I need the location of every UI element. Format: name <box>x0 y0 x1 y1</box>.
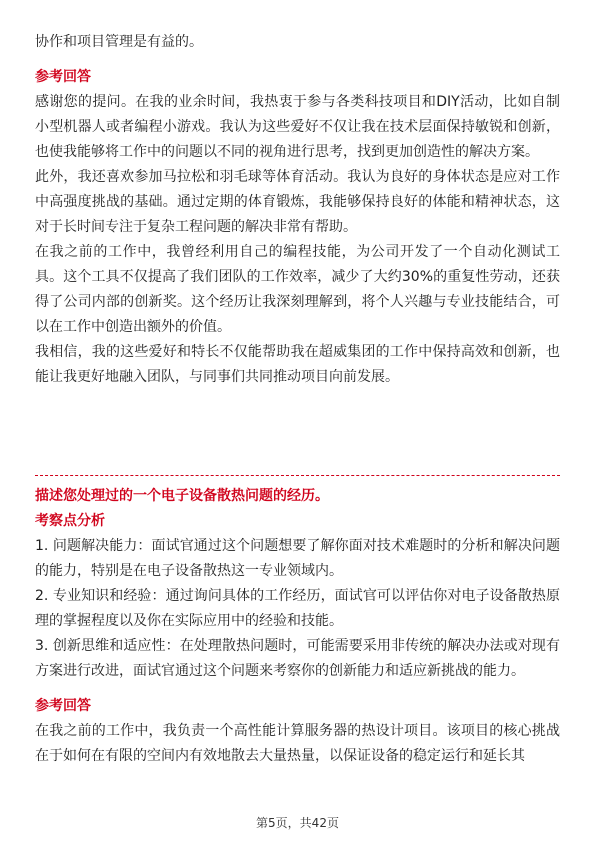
intro-line: 协作和项目管理是有益的。 <box>35 34 203 50</box>
answer-label: 参考回答 <box>35 69 91 85</box>
section-cooling-question <box>35 484 560 769</box>
section-divider <box>35 475 560 476</box>
question-title: 描述您处理过的一个电子设备散热问题的经历。 <box>35 488 329 504</box>
analysis-label: 考察点分析 <box>35 513 105 529</box>
answer-paragraph-3: 在我之前的工作中，我曾经利用自己的编程技能，为公司开发了一个自动化测试工具。这个工具不仅提高了我们团队的工作效率，减少了大约30%的重复性劳动，还获得了公司内部的创新奖。这个经历让我深刻理解到，将个人兴趣与专业技能结合，可以在工作中创造出额外的价值。 <box>35 244 560 335</box>
page-number: 第5页，共42页 <box>256 816 339 830</box>
answer-paragraph-2: 此外，我还喜欢参加马拉松和羽毛球等体育活动。我认为良好的身体状态是应对工作中高强度挑战的基础。通过定期的体育锻炼，我能够保持良好的体能和精神状态，这对于长时间专注于复杂工程问题的解决非常有帮助。 <box>35 169 560 235</box>
answer-paragraph-cooling: 在我之前的工作中，我负责一个高性能计算服务器的热设计项目。该项目的核心挑战在于如何在有限的空间内有效地散去大量热量，以保证设备的稳定运行和延长其 <box>35 723 560 764</box>
answer-label-2: 参考回答 <box>35 698 91 714</box>
analysis-item-1: 1. 问题解决能力：面试官通过这个问题想要了解你面对技术难题时的分析和解决问题的能力，特别是在电子设备散热这一专业领域内。 <box>35 538 560 579</box>
section-hobbies <box>35 30 560 390</box>
answer-paragraph-4: 我相信，我的这些爱好和特长不仅能帮助我在超威集团的工作中保持高效和创新，也能让我更好地融入团队，与同事们共同推动项目向前发展。 <box>35 344 560 385</box>
analysis-item-2: 2. 专业知识和经验：通过询问具体的工作经历，面试官可以评估你对电子设备散热原理的掌握程度以及你在实际应用中的经验和技能。 <box>35 588 560 629</box>
analysis-item-3: 3. 创新思维和适应性：在处理散热问题时，可能需要采用非传统的解决办法或对现有方案进行改进，面试官通过这个问题来考察你的创新能力和适应新挑战的能力。 <box>35 638 560 679</box>
answer-paragraph-1: 感谢您的提问。在我的业余时间，我热衷于参与各类科技项目和DIY活动，比如自制小型机器人或者编程小游戏。我认为这些爱好不仅让我在技术层面保持敏锐和创新，也使我能够将工作中的问题以不同的视角进行思考，找到更加创造性的解决方案。 <box>35 94 560 160</box>
